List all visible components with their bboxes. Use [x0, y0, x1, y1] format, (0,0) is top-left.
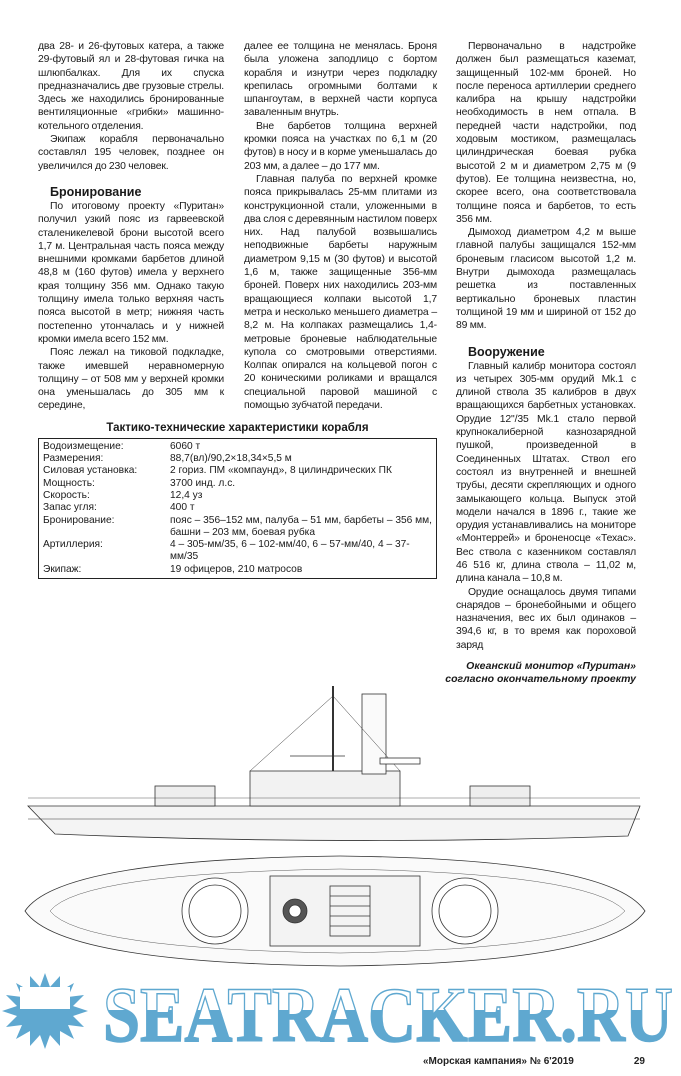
- spec-label: Экипаж:: [43, 563, 82, 575]
- spec-value: пояс – 356–152 мм, палуба – 51 мм, барбеты – 356 мм, башни – 203 мм, боевая рубка: [170, 514, 432, 538]
- caption-line: Океанский монитор «Пуритан»: [466, 660, 636, 673]
- paragraph: далее ее толщина не менялась. Броня была уложена заподлицо с бортом корабля и изнутри через подкладку крепилась огромными болтами к шпангоутам, в верхней части корпуса заваленным внутрь.: [244, 41, 437, 119]
- paragraph: По итоговому проекту «Пуритан» получил узкий пояс из гарвеевской сталеникелевой брони высотой всего 1,7 м. Центральная часть пояса между внешними кромками барбетов длиной 48,8 м (160 футов) имела у верхнего края толщину 356 мм. Однако такую толщину имела только верхняя часть пояса высотой в метр; нижняя часть постепенно утончалась и у нижней кромки имела всего 152 мм.: [38, 200, 224, 345]
- specs-table: [38, 438, 437, 579]
- section-heading-armor: Бронирование: [50, 184, 142, 199]
- specs-title: Тактико-технические характеристики корабля: [106, 421, 369, 434]
- text-area: [38, 40, 636, 652]
- specs-row: [39, 465, 436, 477]
- columns-1-2: [38, 40, 437, 413]
- specs-row: [39, 515, 436, 540]
- section-heading-armament: Вооружение: [468, 344, 545, 359]
- paragraph: Орудие оснащалось двумя типами снарядов – бронебойными и общего назначения, вес их был одинаков – 394,6 кг, в то время как пороховой заряд: [456, 586, 636, 651]
- text-column-1: [38, 40, 224, 413]
- spec-value: 6060 т: [170, 440, 201, 452]
- spec-value: 400 т: [170, 502, 195, 514]
- caption-line: согласно окончательному проекту: [445, 673, 636, 686]
- left-block: [38, 40, 437, 579]
- paragraph: Главная палуба по верхней кромке пояса прикрывалась 25-мм плитами из конструкционной стали, уложенными в два слоя с деревянным настилом поверх них. Над палубой возвышались неподвижные барбеты наружным диаметром 9,15 м (30 футов) и высотой 1,6 м, также защищенные 356-мм броней. Поверх них находились 203-мм вращающиеся колпаки высотой 1,7 метра и несколько меньшего диаметра – 8,2 м. На колпаках размещались 1,4-метровые броневые наблюдательные купола со смотровыми отверстиями. Колпак опирался на кольцевой погон с 20 коническими роликами и вращался специальной паровой машиной с помощью зубчатой передачи.: [244, 173, 437, 412]
- spec-label: Водоизмещение:: [43, 440, 124, 452]
- spec-label: Мощность:: [43, 477, 95, 489]
- specs-row: [39, 441, 436, 453]
- figure-caption: [436, 660, 636, 686]
- footer-magazine-issue: «Морская кампания» № 6'2019: [422, 1056, 574, 1068]
- paragraph: Дымоход диаметром 4,2 м выше главной палубы защищался 152-мм броневым гласисом высотой 1,2 м. Внутри дымохода размещалась решетка из поставленных вертикально броневых пластин толщиной 19 мм и шириной от 152 до 89 мм.: [456, 227, 636, 332]
- specs-row: [39, 539, 436, 564]
- paragraph: Экипаж корабля первоначально составлял 195 человек, позднее он увеличился до 230 человек.: [38, 134, 224, 172]
- page-number: 29: [633, 1056, 645, 1068]
- spec-label: Артиллерия:: [43, 539, 103, 551]
- paragraph: Вне барбетов толщина верхней кромки пояса на участках по 6,1 м (20 футов) в носу и в корме уменьшалась до 203 мм, а далее – до 177 мм.: [244, 120, 437, 172]
- spec-value: 19 офицеров, 210 матросов: [170, 563, 303, 575]
- paragraph: два 28- и 26-футовых катера, а также 29-футовый ял и 28-футовая гичка на шлюпбалках. Для их спуска предназначались две грузовые стрелы. Здесь же находились бронированные вентиляционные «грибки» машинно-котельного отделения.: [38, 41, 224, 132]
- specs-row: [39, 490, 436, 502]
- paragraph: Пояс лежал на тиковой подкладке, также имевшей неравномерную толщину – от 508 мм у верхней кромки она уменьшалась до 305 мм к середине,: [38, 347, 224, 412]
- spec-value: 4 – 305-мм/35, 6 – 102-мм/40, 6 – 57-мм/40, 4 – 37-мм/35: [170, 539, 410, 563]
- specs-row: [39, 502, 436, 514]
- watermark-logo: [0, 973, 681, 1053]
- spec-label: Скорость:: [43, 489, 90, 501]
- specs-row: [39, 478, 436, 490]
- spec-value: 2 гориз. ПМ «компаунд», 8 цилиндрических ПК: [170, 465, 392, 477]
- watermark-text: SEATRACKER.RU: [103, 973, 673, 1054]
- ship-plan-view-drawing: [0, 851, 681, 973]
- paragraph: Главный калибр монитора состоял из четырех 305-мм орудий Mk.1 с длиной ствола 35 калибров в двух вращающихся барбетных установках. Орудие 12"/35 Mk.1 стало первой крупнокалиберной казнозарядной пушкой, произведенной в Соединенных Штатах. Ствол его состоял из внутренней и внешней трубы, десяти скрепляющих и одного замыкающего кольца. Выпуск этой модели начался в 1896 г., такие же орудия устанавливались на мониторе «Монтеррей» и броненосце «Техас». Вес ствола с казенником составлял 46 516 кг, длина ствола – 11,02 м, длина канала – 10,8 м.: [456, 360, 636, 585]
- spec-label: Бронирование:: [43, 514, 115, 526]
- paragraph: Первоначально в надстройке должен был размещаться каземат, защищенный 102-мм броней. Но после переноса артиллерии среднего калибра на крышу надстройки необходимость в нем отпала. В передней части надстройки, под ходовым мостиком, размещалась цилиндрическая боевая рубка высотой 2 м и диаметром 2,75 м (9 футов). Ее толщина неизвестна, но, скорее всего, она соответствовала толщине пояса и барбетов, то есть 356 мм.: [456, 41, 636, 225]
- spec-label: Силовая установка:: [43, 465, 138, 477]
- text-column-3: [456, 40, 636, 652]
- spec-value: 88,7(вл)/90,2×18,34×5,5 м: [170, 453, 292, 465]
- sun-icon: [2, 973, 88, 1049]
- specs-row: [39, 453, 436, 465]
- specs-row: [39, 564, 436, 576]
- text-column-2: [244, 40, 437, 412]
- page-footer: [0, 1055, 681, 1068]
- spec-value: 3700 инд. л.с.: [170, 477, 236, 489]
- ship-side-view-drawing: [0, 686, 681, 851]
- spec-label: Размерения:: [43, 453, 104, 465]
- spec-value: 12,4 уз: [170, 489, 203, 501]
- spec-label: Запас угля:: [43, 502, 97, 514]
